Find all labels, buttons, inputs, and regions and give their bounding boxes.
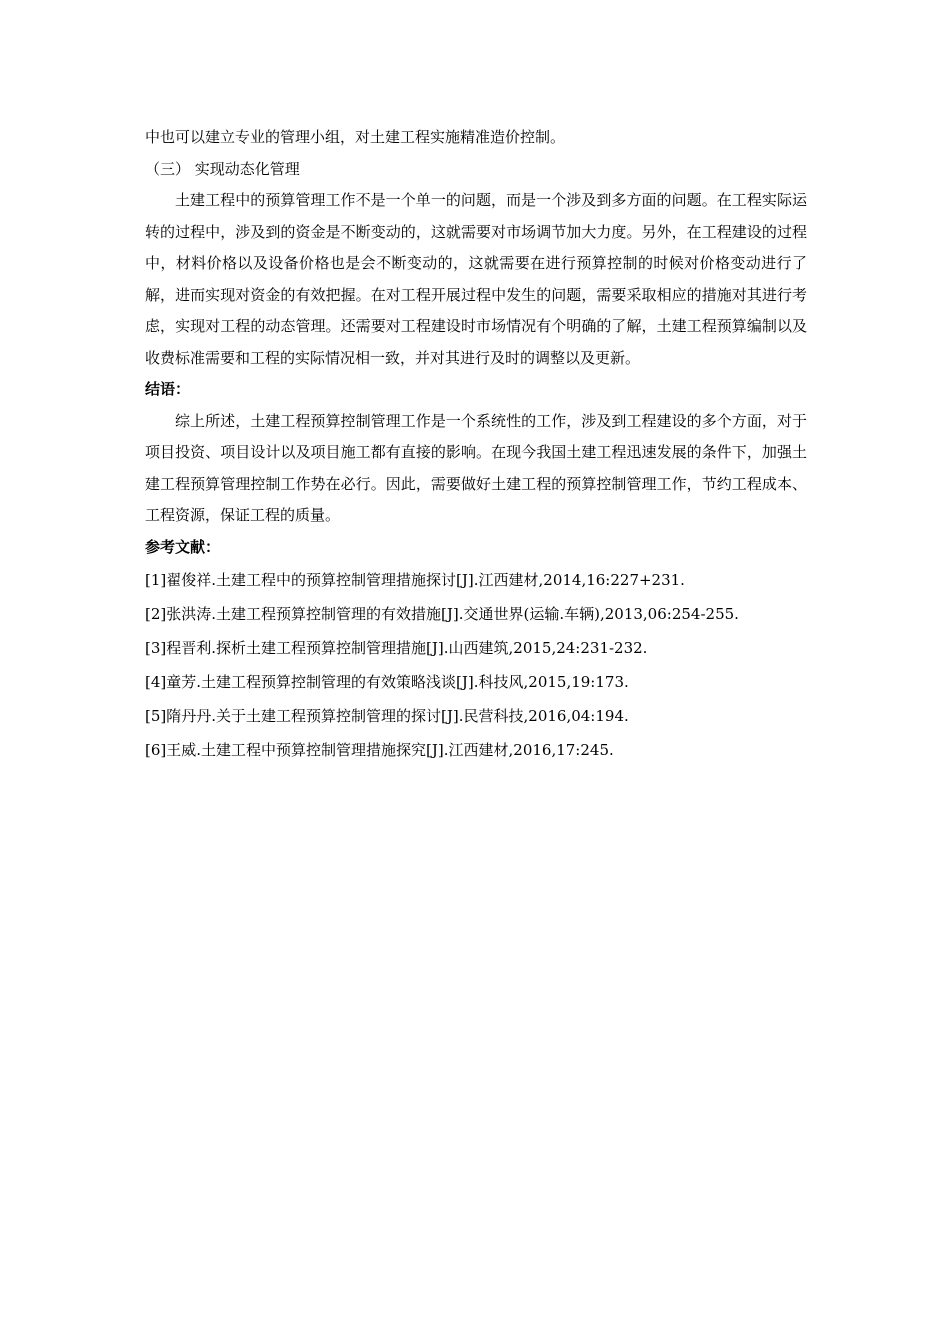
conclusion-paragraph: 综上所述，土建工程预算控制管理工作是一个系统性的工作，涉及到工程建设的多个方面，对于项目投资、项目设计以及项目施工都有直接的影响。在现今我国土建工程迅速发展的条件下，加强土建工程预算管理控制工作势在必行。因此，需要做好土建工程的预算控制管理工作，节约工程成本、工程资源，保证工程的质量。 bbox=[145, 411, 807, 524]
reference-item: [4]童芳.土建工程预算控制管理的有效策略浅谈[J].科技风,2015,19:173. bbox=[145, 673, 629, 691]
section-heading: （三） 实现动态化管理 bbox=[145, 159, 300, 178]
reference-item: [3]程晋利.探析土建工程预算控制管理措施[J].山西建筑,2015,24:231-232. bbox=[145, 639, 648, 657]
section-paragraph: 土建工程中的预算管理工作不是一个单一的问题，而是一个涉及到多方面的问题。在工程实际运转的过程中，涉及到的资金是不断变动的，这就需要对市场调节加大力度。另外，在工程建设的过程中，材料价格以及设备价格也是会不断变动的，这就需要在进行预算控制的时候对价格变动进行了解，进而实现对资金的有效把握。在对工程开展过程中发生的问题，需要采取相应的措施对其进行考虑，实现对工程的动态管理。还需要对工程建设时市场情况有个明确的了解，土建工程预算编制以及收费标准需要和工程的实际情况相一致，并对其进行及时的调整以及更新。 bbox=[145, 191, 807, 367]
continuation-paragraph: 中也可以建立专业的管理小组，对土建工程实施精准造价控制。 bbox=[145, 128, 566, 146]
page-content bbox=[145, 122, 807, 767]
reference-item: [6]王威.土建工程中预算控制管理措施探究[J].江西建材,2016,17:245. bbox=[145, 741, 614, 759]
reference-item: [5]隋丹丹.关于土建工程预算控制管理的探讨[J].民营科技,2016,04:194. bbox=[145, 707, 629, 725]
references-heading: 参考文献： bbox=[145, 537, 221, 556]
reference-item: [2]张洪涛.土建工程预算控制管理的有效措施[J].交通世界(运输.车辆),2013,06:254-255. bbox=[145, 605, 739, 623]
conclusion-heading: 结语： bbox=[145, 380, 191, 398]
reference-item: [1]翟俊祥.土建工程中的预算控制管理措施探讨[J].江西建材,2014,16:227+231. bbox=[145, 571, 685, 589]
references-list bbox=[145, 563, 807, 767]
